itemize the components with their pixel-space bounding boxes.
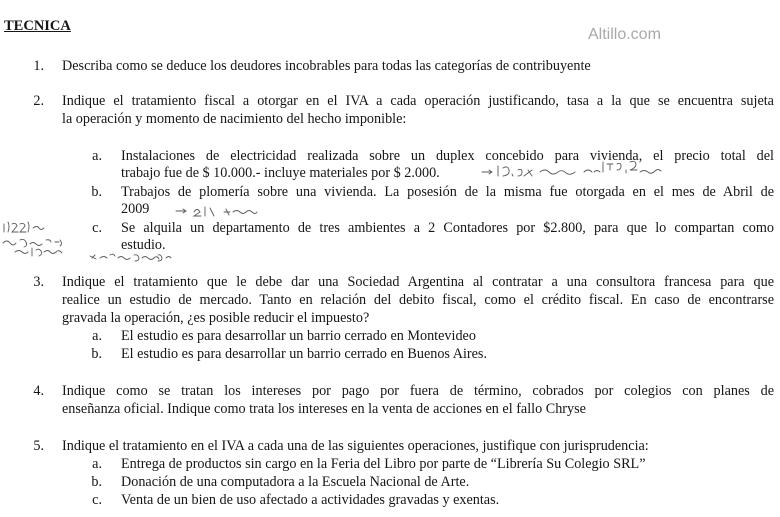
question-5-number: 5. <box>33 438 44 454</box>
question-4-line-1: Indique como se tratan los intereses por pago por fuera de término, cobrados por colegios con planes de <box>62 383 774 399</box>
question-2a-label: a. <box>92 148 102 164</box>
question-5a-label: a. <box>92 456 102 472</box>
question-3-line-3: gravada la operación, ¿es posible reducir el impuesto? <box>62 310 370 326</box>
question-3a-label: a. <box>92 328 102 344</box>
question-1-text: Describa como se deduce los deudores incobrables para todas las categorías de contribuyente <box>62 58 591 74</box>
question-2b-line-1: Trabajos de plomería sobre una vivienda. La posesión de la misma fue otorgada en el mes de Abril de <box>121 184 774 200</box>
question-2b-line-2: 2009 <box>121 201 150 217</box>
question-5-text: Indique el tratamiento en el IVA a cada una de las siguientes operaciones, justifique con jurisprudencia: <box>62 438 649 454</box>
question-5b-label: b. <box>91 474 102 490</box>
question-2b-label: b. <box>91 184 102 200</box>
question-3-number: 3. <box>33 274 44 290</box>
question-2-number: 2. <box>33 93 44 109</box>
watermark: Altillo.com <box>588 26 661 43</box>
page-title: TECNICA <box>4 18 71 34</box>
question-2-line-2: la operación y momento de nacimiento del hecho imponible: <box>62 111 407 127</box>
question-2c-label: c. <box>92 220 102 236</box>
question-3-line-1: Indique el tratamiento que le debe dar una Sociedad Argentina al contratar a una consultora francesa para que <box>62 274 774 290</box>
question-2a-line-2: trabajo fue de $ 10.000.- incluye materiales por $ 2.000. <box>121 165 440 181</box>
question-4-number: 4. <box>33 383 44 399</box>
question-2-line-1: Indique el tratamiento fiscal a otorgar en el IVA a cada operación justificando, tasa a la que se encuentra sujeta <box>62 93 774 109</box>
question-5a-text: Entrega de productos sin cargo en la Feria del Libro por parte de “Librería Su Colegio SRL” <box>121 456 646 472</box>
question-2c-line-2: estudio. <box>121 237 166 253</box>
question-3a-text: El estudio es para desarrollar un barrio cerrado en Montevideo <box>121 328 476 344</box>
question-1-number: 1. <box>33 58 44 74</box>
question-3-line-2: realice un estudio de mercado. Tanto en relación del debito fiscal, como el crédito fiscal. En caso de encontrarse <box>62 292 774 308</box>
question-4-line-2: enseñanza oficial. Indique como trata los intereses en la venta de acciones en el fallo Chryse <box>62 401 586 417</box>
question-2a-line-1: Instalaciones de electricidad realizada sobre un duplex concebido para vivienda, el precio total del <box>121 148 774 164</box>
question-5c-text: Venta de un bien de uso afectado a actividades gravadas y exentas. <box>121 492 500 508</box>
question-5c-label: c. <box>92 492 102 508</box>
question-3b-label: b. <box>91 346 102 362</box>
question-2c-line-1: Se alquila un departamento de tres ambientes a 2 Contadores por $2.800, para que lo compartan como <box>121 220 774 236</box>
question-5b-text: Donación de una computadora a la Escuela Nacional de Arte. <box>121 474 470 490</box>
question-3b-text: El estudio es para desarrollar un barrio cerrado en Buenos Aires. <box>121 346 487 362</box>
